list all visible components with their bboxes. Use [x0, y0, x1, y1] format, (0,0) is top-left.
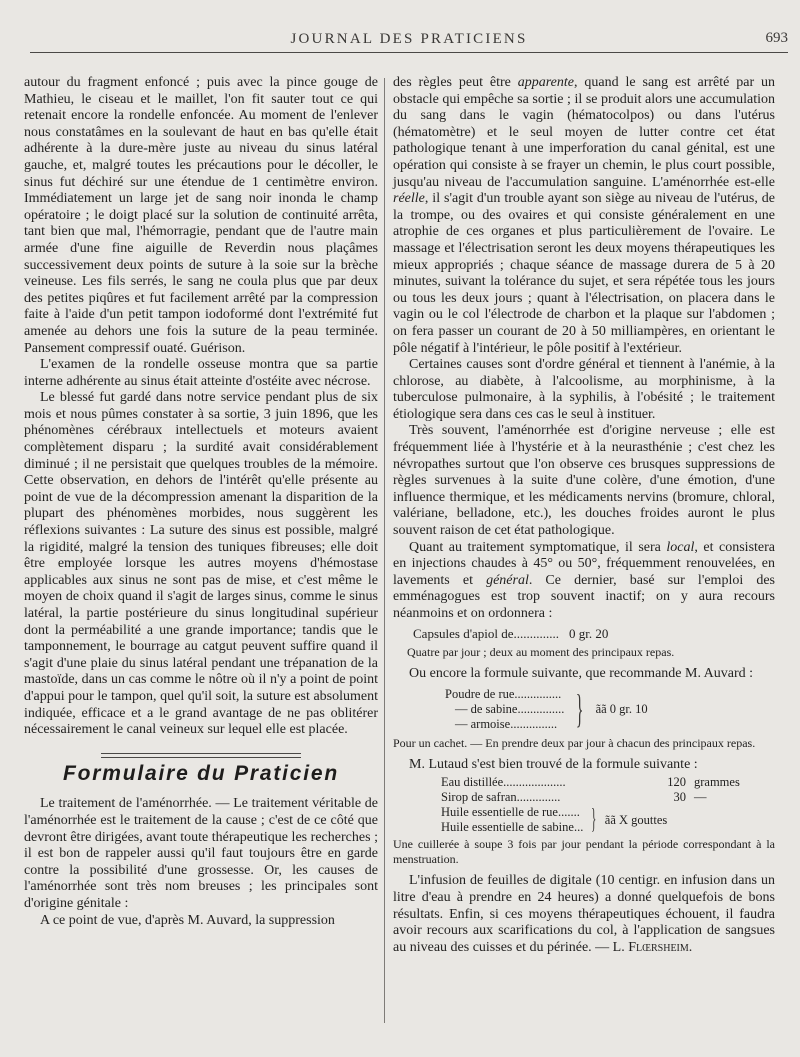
- prescription-item: Capsules d'apiol de..............: [413, 625, 560, 641]
- page-number: 693: [765, 30, 788, 46]
- prescription-note: Une cuillerée à soupe 3 fois par jour pendant la période correspondant à la menstruation.: [393, 837, 775, 867]
- paragraph: A ce point de vue, d'après M. Auvard, la suppression: [40, 912, 335, 928]
- text-span: des règles peut être: [393, 75, 518, 90]
- prescription-line: [413, 626, 775, 643]
- paragraph: Le blessé fut gardé dans notre service pendant plus de six mois et nous pûmes constater à sa sortie, 3 juin 1896, que les phénomènes cérébraux intellectuels et moteurs avaient complètement disparu ; la surdité avait considérablement diminué ; il ne persistait que quelques troubles de la mémoire. Cette observation, en dehors de l'intérêt qu'elle présente au point de vue de la décompression amenant la disparition de la plupart des phénomènes morbides, nous suggèrent les réflexions suivantes : La suture des sinus est possible, malgré la rigidité, malgré la tension des tuniques fibreuses; elle doit être employée lorsque les autres moyens d'hémostase applicables aux sinus ne sont pas de mise, et c'est même le moyen de choix quand il s'agit de larges sinus, comme le sinus latéral, la partie postérieure du sinus longitudinal supérieur dont la perméabilité a une grande importance; tandis que le tamponnement, le bourrage au catgut peuvent suffire quand il s'agit d'une plaie du sinus latéral pendant une trépanation de la mastoïde, dans un cas comme le nôtre où il n'y a point de point d'appui pour le tampon, quel qu'il soit, la suture est absolument indiquée, efficace et a le grand avantage de ne pas oblitérer nécessairement le canal veineux sur lequel elle est placée.: [24, 390, 378, 738]
- emphasis: réelle: [393, 191, 425, 207]
- formula-unit: grammes: [694, 775, 740, 790]
- paragraph: [393, 75, 775, 357]
- brace-glyph: }: [576, 686, 584, 732]
- paragraph: Ou encore la formule suivante, que recommande M. Auvard :: [409, 666, 754, 682]
- formula-item: — de sabine...............: [455, 701, 565, 716]
- formula-unit: —: [694, 790, 707, 805]
- text-span: L'infusion de feuilles de digitale (10 centigr. en infusion dans un litre d'eau à prendre en 24 heures) a donné quelquefois de bons résultats. Enfin, si ces moyens thérapeutiques échouent, il faudra avoir recours aux scarifications du col, à l'application de sangsues au niveau des cuisses et du périnée. —: [393, 873, 775, 955]
- prescription-dose: 0 gr. 20: [569, 625, 609, 641]
- paragraph: autour du fragment enfoncé ; puis avec la pince gouge de Mathieu, le ciseau et le maillet, l'on fit sauter tout ce qui retenait encore la rondelle enfoncée. Au moment de l'enlever nous constatâmes en la soulevant de haut en bas qu'elle était adhérente à la dure-mère juste au niveau du sinus latéral gauche, et, malgré toutes les précautions pour le décoller, le sinus fut déchiré sur une étendue de 1 centimètre environ. Immédiatement un large jet de sang noir inonda le champ opératoire ; le doigt placé sur la solution de continuité arrêta, tant bien que mal, l'hémorragie, pendant que de l'autre main armée d'une fine aiguille de Reverdin nous plaçâmes successivement deux points de suture à la soie sur la brèche veineuse. Les fils serrés, le sang ne coula plus que par deux des petites piqûres et fut facilement arrêté par la compression faite à l'aide d'un petit tampon iodoformé dont l'extrémité fut amenée au dehors une fois la suture de la peau terminée. Pansement compressif ouaté. Guérison.: [24, 75, 378, 356]
- formula-items: [445, 687, 564, 732]
- prescription-formula: [441, 775, 775, 835]
- paragraph: Le traitement de l'aménorrhée. — Le traitement véritable de l'aménorrhée est le traitement de la cause ; c'est de ce côté que devront être dirigées, avant toute thérapeutique les recherches ; il est bon de rappeler aussi qu'il faut toujours être en garde contre la possibilité d'une grossesse. Or, les causes de l'aménorrhée sont très nom breuses ; les principales sont d'origine génitale :: [24, 796, 378, 911]
- formula-item: Huile essentielle de sabine...: [441, 820, 584, 835]
- text-span: , il s'agit d'un trouble ayant son siège au niveau de l'utérus, de la trompe, ou des ovaires et qui consiste généralement en une atrophie de ces organes et plus particulièrement de l'ovaire. Le massage et l'électrisation seront les deux moyens thérapeutiques les mieux appropriés ; chaque séance de massage durera de 5 à 20 minutes, suivant la tolérance du sujet, et sera répétée tous les jours ou tous les deux jours ; quant à l'électrisation, on placera dans le vagin ou le col l'électrode de charbon et la plaque sur l'abdomen ; on fera passer un courant de 20 à 50 milliampères, en orientant le pôle négatif à l'intérieur, le pôle positif à l'extérieur.: [393, 191, 775, 356]
- formula-item: Sirop de safran..............: [441, 790, 561, 805]
- paragraph: [393, 540, 775, 623]
- formula-dose: ãã X gouttes: [604, 812, 668, 827]
- right-column: [393, 75, 775, 956]
- section-divider: [101, 753, 301, 758]
- emphasis: apparente: [517, 75, 574, 90]
- text-span: . Ce dernier, basé sur l'emploi des emménagogues est trop souvent inactif; on y aura recours néanmoins et on ordonnera :: [393, 572, 775, 621]
- formula-item: Poudre de rue...............: [445, 686, 562, 701]
- prescription-note: Pour un cachet. — En prendre deux par jour à chacun des principaux repas.: [393, 735, 756, 750]
- formula-brace-group: [441, 805, 775, 835]
- paragraph: [393, 873, 775, 956]
- formula-item: — armoise...............: [455, 716, 558, 731]
- paragraph: M. Lutaud s'est bien trouvé de la formule suivante :: [409, 756, 698, 772]
- text-span: , et consistera en injections chaudes à 45° ou 50°, fréquemment renouvelées, en lavements et: [393, 539, 775, 588]
- formula-row: [441, 775, 775, 790]
- emphasis: local: [666, 539, 695, 555]
- formula-item: Huile essentielle de rue.......: [441, 805, 580, 820]
- paragraph: Certaines causes sont d'ordre général et tiennent à l'anémie, à la chlorose, au diabète, à l'alcoolisme, au morphinisme, à la tuberculose pulmonaire, à la syphilis, à l'obésité ; le traitement étiologique sera dans ces cas le seul à instituer.: [393, 357, 775, 422]
- column-divider: [384, 78, 385, 1023]
- prescription-note: Quatre par jour ; deux au moment des principaux repas.: [407, 645, 675, 660]
- formula-row: [441, 790, 775, 805]
- formula-quantity: 30: [673, 790, 686, 805]
- author-signature: L. Flœrsheim.: [612, 939, 693, 955]
- prescription-formula: [445, 687, 775, 732]
- page-header: [30, 28, 788, 53]
- formula-items: [441, 805, 583, 835]
- emphasis: général: [486, 572, 529, 588]
- brace-glyph: }: [591, 804, 597, 836]
- text-span: , quand le sang est arrêté par un obstacle qui empêche sa sortie ; il se produit alors une accumulation du sang dans le vagin (hématocolpos) ou dans l'utérus (hématomètre) et le seul moyen de lutter contre cet état pathologique tenant à une imperforation du canal génital, est une opération qui consiste à se frayer un chemin, le plus court possible, jusqu'au niveau de l'accumulation sanguine. L'aménorrhée est-elle: [393, 75, 775, 190]
- journal-title: JOURNAL DES PRATICIENS: [290, 31, 528, 47]
- section-title: Formulaire du Praticien: [63, 761, 339, 785]
- text-span: Quant au traitement symptomatique, il sera: [409, 539, 667, 555]
- formula-quantity: 120: [667, 775, 686, 790]
- left-column: [24, 75, 378, 929]
- formula-dose: ãã 0 gr. 10: [595, 701, 648, 716]
- paragraph: L'examen de la rondelle osseuse montra que sa partie interne adhérente au sinus était atteinte d'ostéite avec nécrose.: [24, 357, 378, 389]
- formula-item: Eau distillée....................: [441, 775, 566, 790]
- paragraph: Très souvent, l'aménorrhée est d'origine nerveuse ; elle est fréquemment liée à l'hystérie et à la neurasthénie ; c'est chez les névropathes surtout que l'on observe ces brusques suppressions de règles survenues à la suite d'une colère, d'une émotion, d'une influence thermique, et les médicaments nervins (bromure, chloral, valériane, belladone, etc.), les douches froides auront le plus souvent raison de cet état pathologique.: [393, 423, 775, 539]
